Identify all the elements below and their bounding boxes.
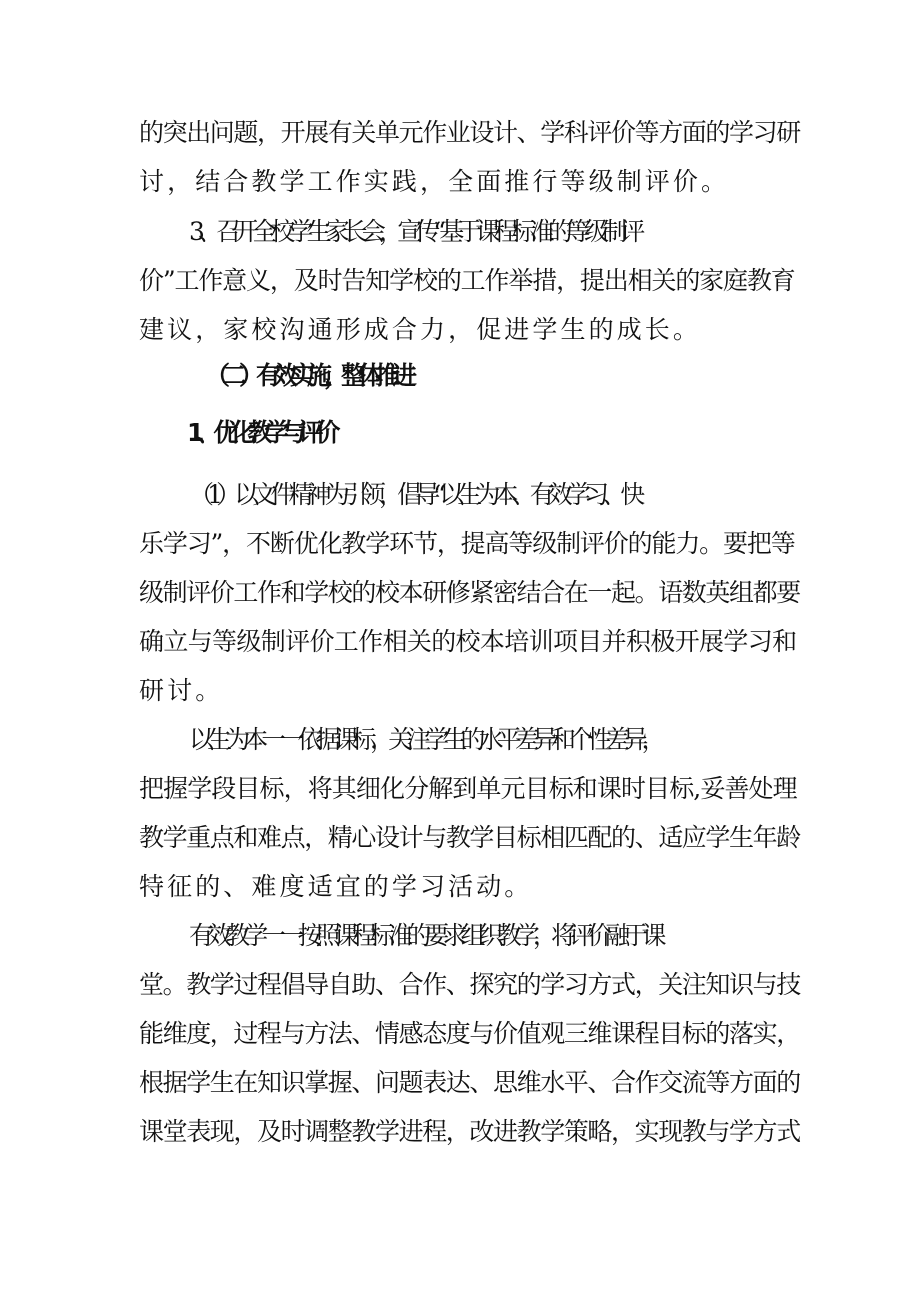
paragraph-line: 研讨。 <box>139 676 224 705</box>
paragraph-line: 级制评价工作和学校的校本研修紧密结合在一起。语数英组都要 <box>139 578 800 607</box>
paragraph-line: 把握学段目标，将其细化分解到单元目标和课时目标,妥善处理 <box>139 774 797 803</box>
paragraph-line: 有效教学一一按照课程标准的要求组织教学，将评价融于课 <box>189 921 660 950</box>
paragraph-line: 确立与等级制评价工作相关的校本培训项目并积极开展学习和 <box>139 627 797 656</box>
paragraph-line: 的突出问题，开展有关单元作业设计、学科评价等方面的学习研 <box>139 118 800 147</box>
paragraph-line: 乐学习”，不断优化教学环节，提高等级制评价的能力。要把等 <box>139 529 795 558</box>
subsection-heading: 1、优化教学与评价 <box>187 418 333 447</box>
paragraph-line: 能维度，过程与方法、情感态度与价值观三维课程目标的落实， <box>139 1019 800 1048</box>
paragraph-line: 以生为本一一依据课标，关注学生的水平差异和个性差异， <box>189 725 660 754</box>
paragraph-line: 建议，家校沟通形成合力，促进学生的成长。 <box>139 315 702 344</box>
paragraph-line: 堂。教学过程倡导自助、合作、探究的学习方式，关注知识与技 <box>139 970 800 999</box>
paragraph-line: （1）以文件精神为引领，倡导“以生为本、有效学习、快 <box>189 480 639 509</box>
paragraph-line: 根据学生在知识掌握、问题表达、思维水平、合作交流等方面的 <box>139 1068 800 1097</box>
paragraph-line: 价”工作意义，及时告知学校的工作举措，提出相关的家庭教育 <box>139 266 795 295</box>
paragraph-line: 教学重点和难点，精心设计与教学目标相匹配的、适应学生年龄 <box>139 823 800 852</box>
paragraph-line: 课堂表现，及时调整教学进程，改进教学策略，实现教与学方式 <box>139 1117 800 1146</box>
section-heading: （二）有效实施，整体推进 <box>205 361 410 390</box>
paragraph-line: 讨，结合教学工作实践，全面推行等级制评价。 <box>139 167 730 196</box>
paragraph-line: 特征的、难度适宜的学习活动。 <box>139 872 533 901</box>
paragraph-line: 3、召开全校学生家长会，宣传“基于课程标准的等级制评 <box>189 217 639 246</box>
